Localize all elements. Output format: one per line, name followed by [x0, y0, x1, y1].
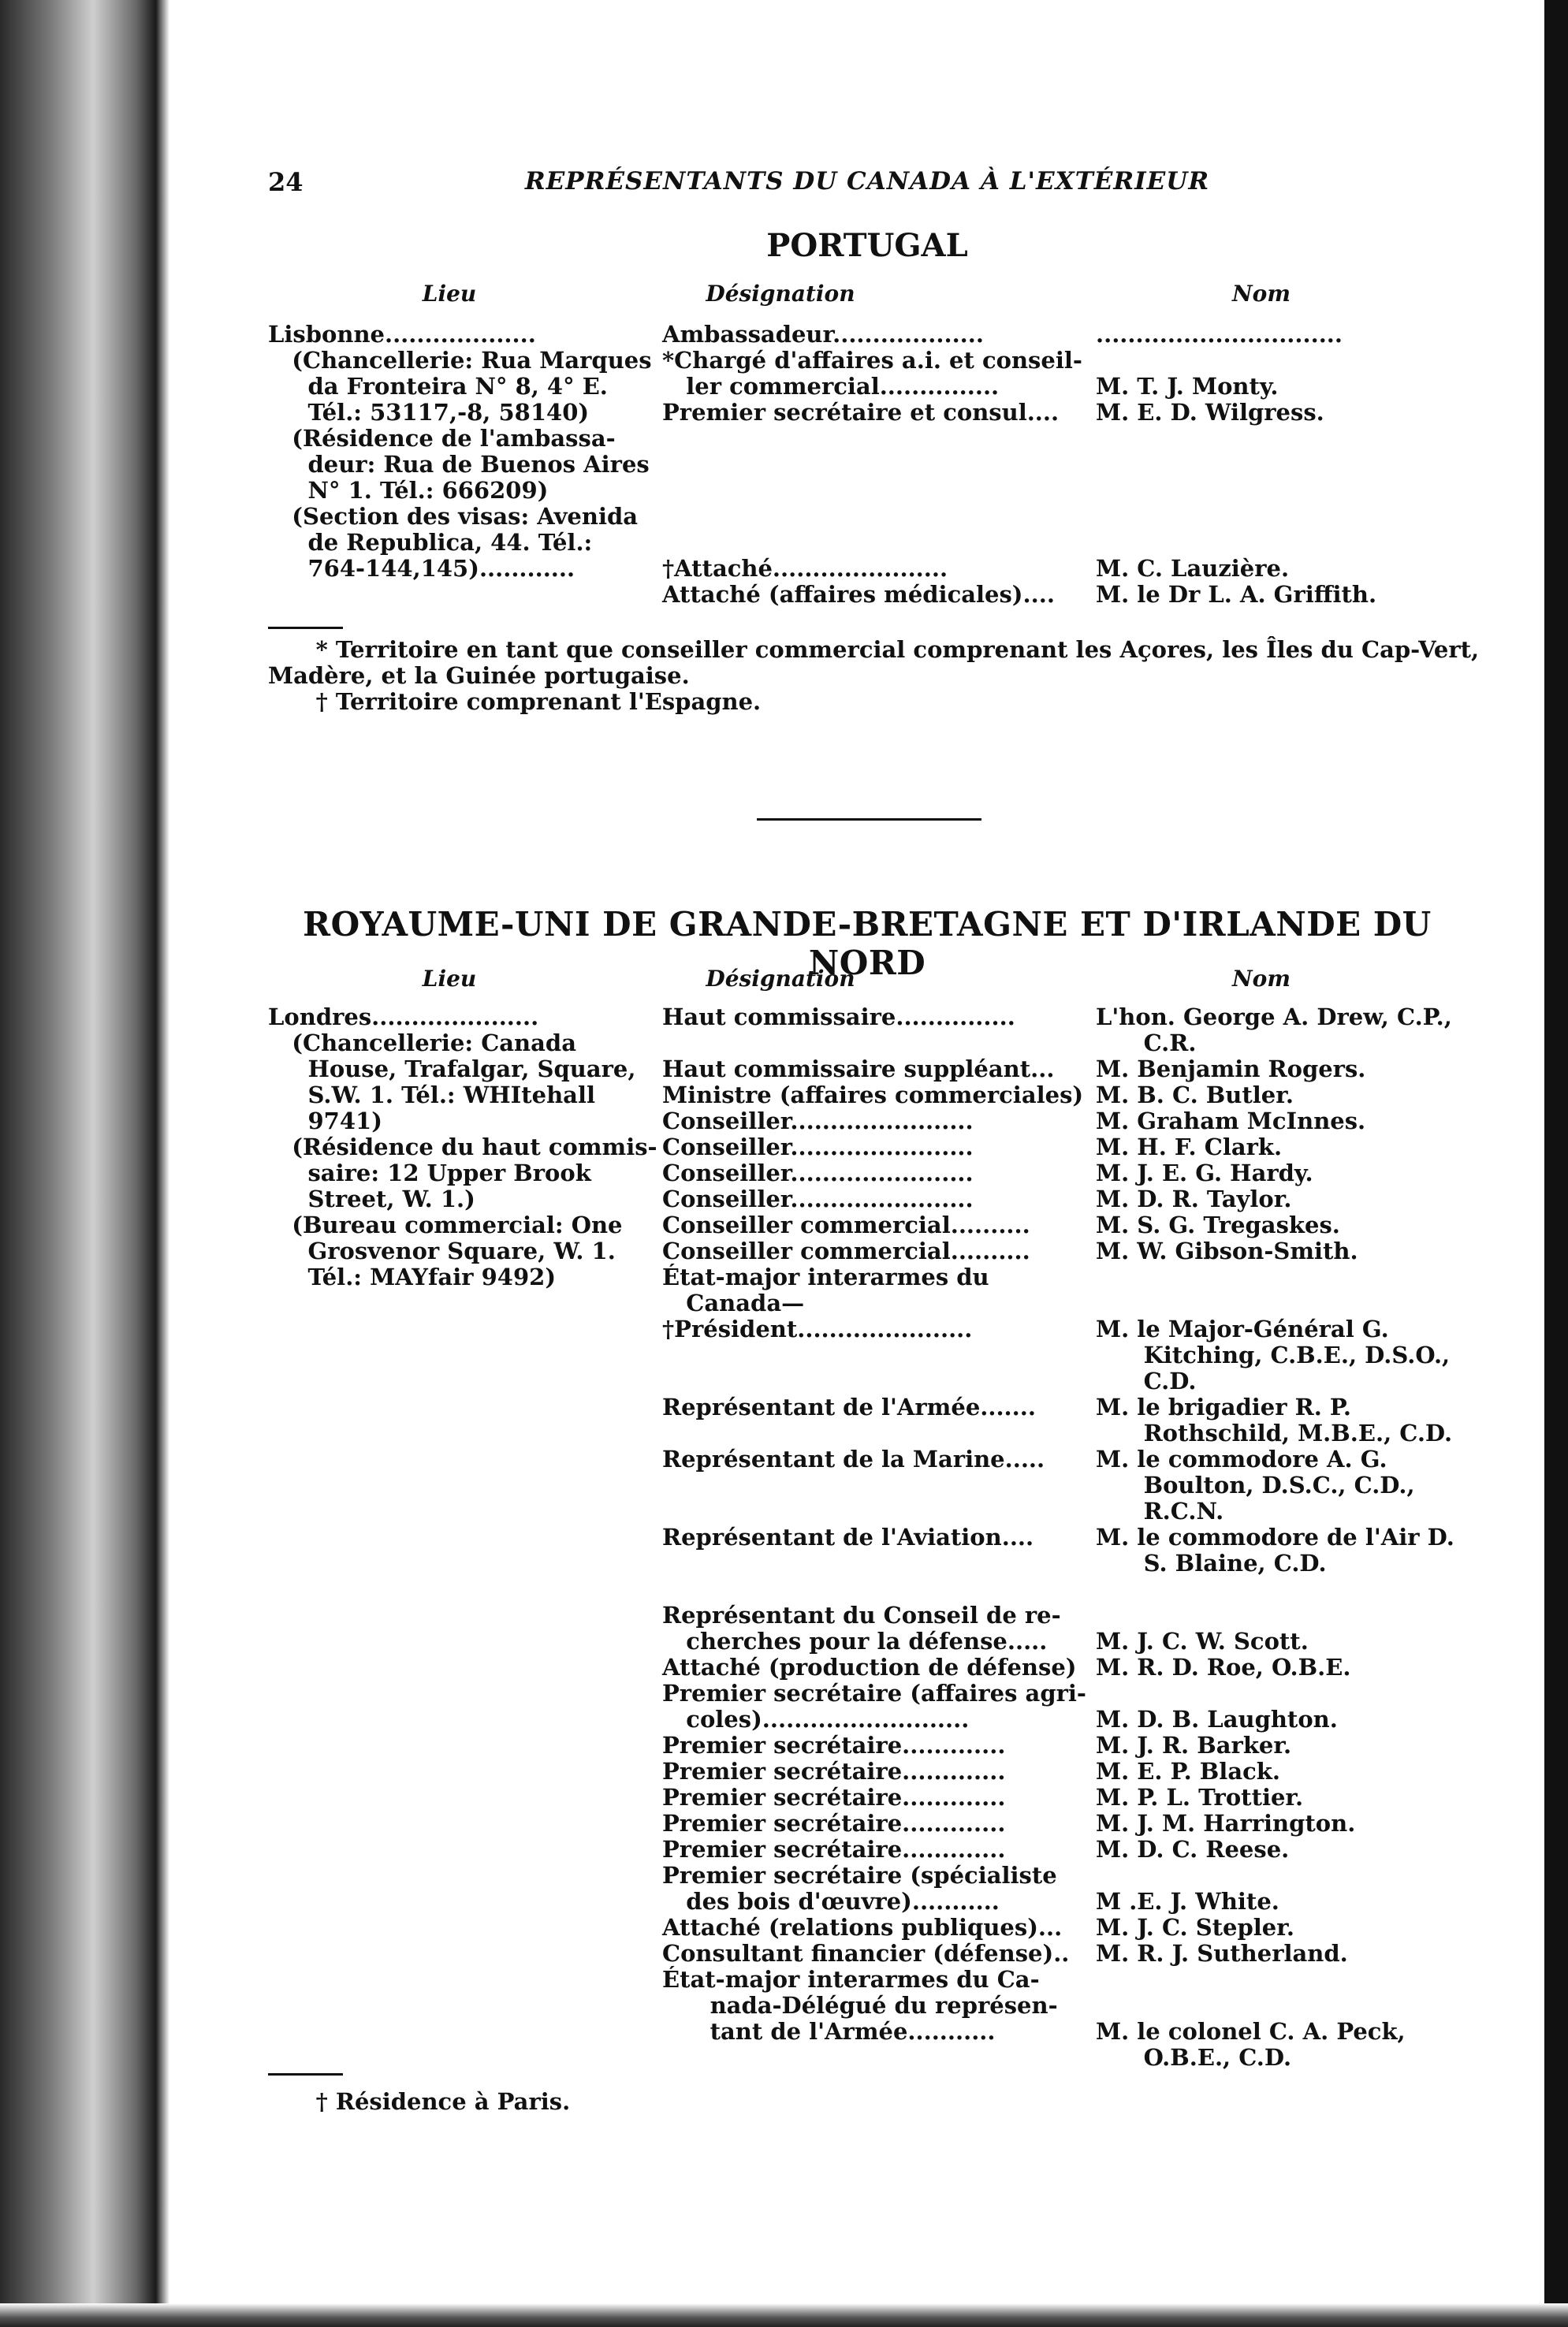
portugal-table: [268, 322, 1466, 608]
table-row: [268, 1915, 1466, 1941]
table-row: [268, 1863, 1466, 1889]
col-header-lieu: Lieu: [422, 281, 477, 307]
cell-designation: Premier secrétaire.............: [662, 1784, 1006, 1811]
cell-lieu: Street, W. 1.): [268, 1186, 475, 1212]
cell-nom: M. J. R. Barker.: [1096, 1732, 1292, 1759]
cell-lieu: Lisbonne...................: [268, 321, 536, 348]
cell-nom: M. le Major-Général G.: [1096, 1316, 1389, 1342]
cell-designation: État-major interarmes du Ca-: [662, 1966, 1040, 1993]
table-row: [268, 1160, 1466, 1186]
cell-designation: Premier secrétaire (affaires agri-: [662, 1680, 1086, 1707]
cell-designation: Représentant de l'Armée.......: [662, 1394, 1036, 1420]
table-row: [268, 2045, 1466, 2071]
cell-nom: M. Graham McInnes.: [1096, 1108, 1366, 1134]
cell-designation: †Attaché......................: [662, 555, 948, 582]
table-row: [268, 1785, 1466, 1811]
cell-designation: Haut commissaire suppléant...: [662, 1056, 1055, 1082]
cell-designation: coles)..........................: [662, 1706, 970, 1733]
cell-nom: M .E. J. White.: [1096, 1888, 1279, 1915]
cell-designation: des bois d'œuvre)...........: [662, 1888, 1000, 1915]
cell-nom: S. Blaine, C.D.: [1096, 1550, 1327, 1577]
cell-nom: M. le brigadier R. P.: [1096, 1394, 1352, 1420]
cell-designation: †Président......................: [662, 1316, 973, 1342]
uk-table: [268, 1004, 1466, 2071]
table-row: [268, 348, 1466, 374]
cell-nom: M. J. M. Harrington.: [1096, 1810, 1356, 1837]
cell-lieu: da Fronteira N° 8, 4° E.: [268, 373, 608, 400]
cell-designation: tant de l'Armée...........: [662, 2018, 996, 2045]
table-row: [268, 400, 1466, 426]
table-row: [268, 1238, 1466, 1264]
table-row: [268, 1577, 1466, 1603]
table-row: [268, 1655, 1466, 1681]
cell-nom: C.D.: [1096, 1368, 1197, 1394]
cell-designation: Conseiller commercial..........: [662, 1212, 1030, 1238]
cell-lieu: (Bureau commercial: One: [268, 1212, 623, 1238]
section-title-portugal: PORTUGAL: [766, 227, 968, 264]
table-row: [268, 504, 1466, 530]
cell-designation: Conseiller.......................: [662, 1160, 974, 1186]
section-divider: [757, 818, 981, 821]
cell-nom: M. B. C. Butler.: [1096, 1082, 1294, 1108]
footnote-rule: [268, 627, 343, 629]
cell-lieu: 9741): [268, 1108, 382, 1134]
footnote: † Résidence à Paris.: [268, 2088, 571, 2115]
cell-designation: Consultant financier (défense)..: [662, 1940, 1070, 1967]
cell-nom: M. Benjamin Rogers.: [1096, 1056, 1366, 1082]
table-row: [268, 1733, 1466, 1759]
table-row: [268, 1134, 1466, 1160]
cell-designation: Premier secrétaire (spécialiste: [662, 1862, 1057, 1889]
cell-lieu: (Chancellerie: Rua Marques: [268, 347, 652, 374]
cell-nom: M. R. J. Sutherland.: [1096, 1940, 1348, 1967]
cell-lieu: deur: Rua de Buenos Aires: [268, 451, 650, 478]
table-row: [268, 1941, 1466, 1967]
cell-nom: M. le commodore A. G.: [1096, 1446, 1387, 1473]
cell-lieu: S.W. 1. Tél.: WHItehall: [268, 1082, 596, 1108]
cell-lieu: (Chancellerie: Canada: [268, 1029, 577, 1056]
cell-lieu: House, Trafalgar, Square,: [268, 1056, 636, 1082]
table-row: [268, 1993, 1466, 2019]
cell-designation: nada-Délégué du représen-: [662, 1992, 1058, 2019]
cell-designation: Premier secrétaire.............: [662, 1810, 1006, 1837]
table-row: [268, 1212, 1466, 1238]
footnote: Madère, et la Guinée portugaise.: [268, 662, 690, 689]
cell-designation: *Chargé d'affaires a.i. et conseil-: [662, 347, 1082, 374]
table-row: [268, 582, 1466, 608]
cell-lieu: de Republica, 44. Tél.:: [268, 529, 593, 556]
cell-designation: Conseiller.......................: [662, 1134, 974, 1160]
running-head: [268, 167, 1466, 207]
table-row: [268, 556, 1466, 582]
cell-designation: Attaché (production de défense): [662, 1654, 1077, 1681]
cell-designation: Conseiller.......................: [662, 1186, 974, 1212]
cell-nom: M. H. F. Clark.: [1096, 1134, 1283, 1160]
table-row: [268, 1004, 1466, 1030]
table-row: [268, 452, 1466, 478]
section-title-uk: ROYAUME-UNI DE GRANDE-BRETAGNE ET D'IRLANDE DU NORD: [303, 905, 1432, 982]
table-row: [268, 1837, 1466, 1863]
cell-designation: Conseiller commercial..........: [662, 1238, 1030, 1264]
cell-nom: Kitching, C.B.E., D.S.O.,: [1096, 1342, 1451, 1368]
book-gutter-shadow: [0, 0, 169, 2327]
table-row: [268, 1499, 1466, 1525]
table-row: [268, 1264, 1466, 1290]
uk-column-headers: [268, 966, 1466, 997]
cell-designation: Premier secrétaire.............: [662, 1836, 1006, 1863]
cell-nom: M. le Dr L. A. Griffith.: [1096, 581, 1377, 608]
table-row: [268, 1108, 1466, 1134]
table-row: [268, 1967, 1466, 1993]
cell-designation: Haut commissaire...............: [662, 1003, 1015, 1030]
table-row: [268, 1551, 1466, 1577]
footnote-rule: [268, 2073, 343, 2076]
cell-designation: Attaché (affaires médicales)....: [662, 581, 1055, 608]
cell-nom: M. le colonel C. A. Peck,: [1096, 2018, 1406, 2045]
cell-nom: Boulton, D.S.C., C.D.,: [1096, 1472, 1415, 1499]
cell-designation: cherches pour la défense.....: [662, 1628, 1048, 1655]
uk-footnotes: [268, 2089, 1466, 2115]
cell-nom: M. le commodore de l'Air D.: [1096, 1524, 1454, 1551]
table-row: [268, 1629, 1466, 1655]
cell-designation: Ministre (affaires commerciales): [662, 1082, 1084, 1108]
footnote: † Territoire comprenant l'Espagne.: [268, 688, 762, 715]
table-row: [268, 1290, 1466, 1316]
cell-nom: M. J. E. G. Hardy.: [1096, 1160, 1313, 1186]
cell-lieu: 764-144,145)............: [268, 555, 575, 582]
cell-nom: M. D. C. Reese.: [1096, 1836, 1290, 1863]
col-header-nom: Nom: [1232, 966, 1291, 992]
cell-lieu: Londres.....................: [268, 1003, 539, 1030]
table-row: [268, 322, 1466, 348]
document-page: [268, 0, 1480, 2327]
cell-lieu: Tél.: 53117,-8, 58140): [268, 399, 590, 426]
cell-nom: M. E. P. Black.: [1096, 1758, 1280, 1785]
footnote: * Territoire en tant que conseiller commercial comprenant les Açores, les Îles du Cap-Vert,: [268, 636, 1480, 663]
table-row: [268, 1394, 1466, 1420]
cell-nom: L'hon. George A. Drew, C.P.,: [1096, 1003, 1452, 1030]
cell-designation: Représentant du Conseil de re-: [662, 1602, 1061, 1629]
cell-lieu: (Résidence du haut commis-: [268, 1134, 657, 1160]
cell-nom: Rothschild, M.B.E., C.D.: [1096, 1420, 1453, 1446]
cell-designation: Représentant de la Marine.....: [662, 1446, 1045, 1473]
cell-nom: M. P. L. Trottier.: [1096, 1784, 1304, 1811]
cell-nom: M. J. C. Stepler.: [1096, 1914, 1294, 1941]
table-row: [268, 426, 1466, 452]
cell-lieu: Grosvenor Square, W. 1.: [268, 1238, 616, 1264]
cell-designation: État-major interarmes du: [662, 1264, 989, 1290]
cell-designation: Représentant de l'Aviation....: [662, 1524, 1034, 1551]
portugal-footnotes: [268, 636, 1480, 715]
cell-lieu: (Résidence de l'ambassa-: [268, 425, 616, 452]
table-row: [268, 1056, 1466, 1082]
scan-right-border: [1544, 0, 1568, 2327]
table-row: [268, 1681, 1466, 1707]
col-header-lieu: Lieu: [422, 966, 477, 992]
table-row: [268, 1368, 1466, 1394]
cell-lieu: saire: 12 Upper Brook: [268, 1160, 591, 1186]
table-row: [268, 1446, 1466, 1473]
table-row: [268, 1473, 1466, 1499]
cell-nom: M. C. Lauzière.: [1096, 555, 1290, 582]
page-number: 24: [268, 167, 304, 197]
table-row: [268, 1525, 1466, 1551]
cell-designation: Canada—: [662, 1290, 805, 1316]
cell-nom: M. S. G. Tregaskes.: [1096, 1212, 1340, 1238]
col-header-designation: Désignation: [706, 281, 855, 307]
cell-nom: M. W. Gibson-Smith.: [1096, 1238, 1358, 1264]
table-row: [268, 1707, 1466, 1733]
running-title: REPRÉSENTANTS DU CANADA À L'EXTÉRIEUR: [524, 167, 1210, 195]
cell-lieu: Tél.: MAYfair 9492): [268, 1264, 557, 1290]
table-row: [268, 1420, 1466, 1446]
cell-lieu: (Section des visas: Avenida: [268, 503, 639, 530]
cell-nom: R.C.N.: [1096, 1498, 1224, 1525]
table-row: [268, 1759, 1466, 1785]
cell-nom: C.R.: [1096, 1029, 1197, 1056]
table-row: [268, 374, 1466, 400]
cell-designation: ler commercial...............: [662, 373, 1000, 400]
table-row: [268, 1186, 1466, 1212]
cell-designation: Ambassadeur...................: [662, 321, 984, 348]
cell-designation: Conseiller.......................: [662, 1108, 974, 1134]
cell-nom: O.B.E., C.D.: [1096, 2044, 1292, 2071]
table-row: [268, 1316, 1466, 1342]
cell-nom: M. R. D. Roe, O.B.E.: [1096, 1654, 1351, 1681]
table-row: [268, 1342, 1466, 1368]
col-header-designation: Désignation: [706, 966, 855, 992]
cell-designation: Premier secrétaire.............: [662, 1758, 1006, 1785]
cell-nom: M. T. J. Monty.: [1096, 373, 1279, 400]
cell-designation: Attaché (relations publiques)...: [662, 1914, 1063, 1941]
table-row: [268, 1030, 1466, 1056]
col-header-nom: Nom: [1232, 281, 1291, 307]
table-row: [268, 1889, 1466, 1915]
cell-lieu: N° 1. Tél.: 666209): [268, 477, 549, 504]
cell-nom: ...............................: [1096, 321, 1343, 348]
cell-nom: M. E. D. Wilgress.: [1096, 399, 1324, 426]
portugal-column-headers: [268, 281, 1466, 312]
cell-designation: Premier secrétaire.............: [662, 1732, 1006, 1759]
table-row: [268, 1082, 1466, 1108]
table-row: [268, 478, 1466, 504]
table-row: [268, 530, 1466, 556]
cell-designation: Premier secrétaire et consul....: [662, 399, 1060, 426]
cell-nom: M. J. C. W. Scott.: [1096, 1628, 1309, 1655]
cell-nom: M. D. B. Laughton.: [1096, 1706, 1338, 1733]
table-row: [268, 1811, 1466, 1837]
table-row: [268, 2019, 1466, 2045]
table-row: [268, 1603, 1466, 1629]
cell-nom: M. D. R. Taylor.: [1096, 1186, 1292, 1212]
